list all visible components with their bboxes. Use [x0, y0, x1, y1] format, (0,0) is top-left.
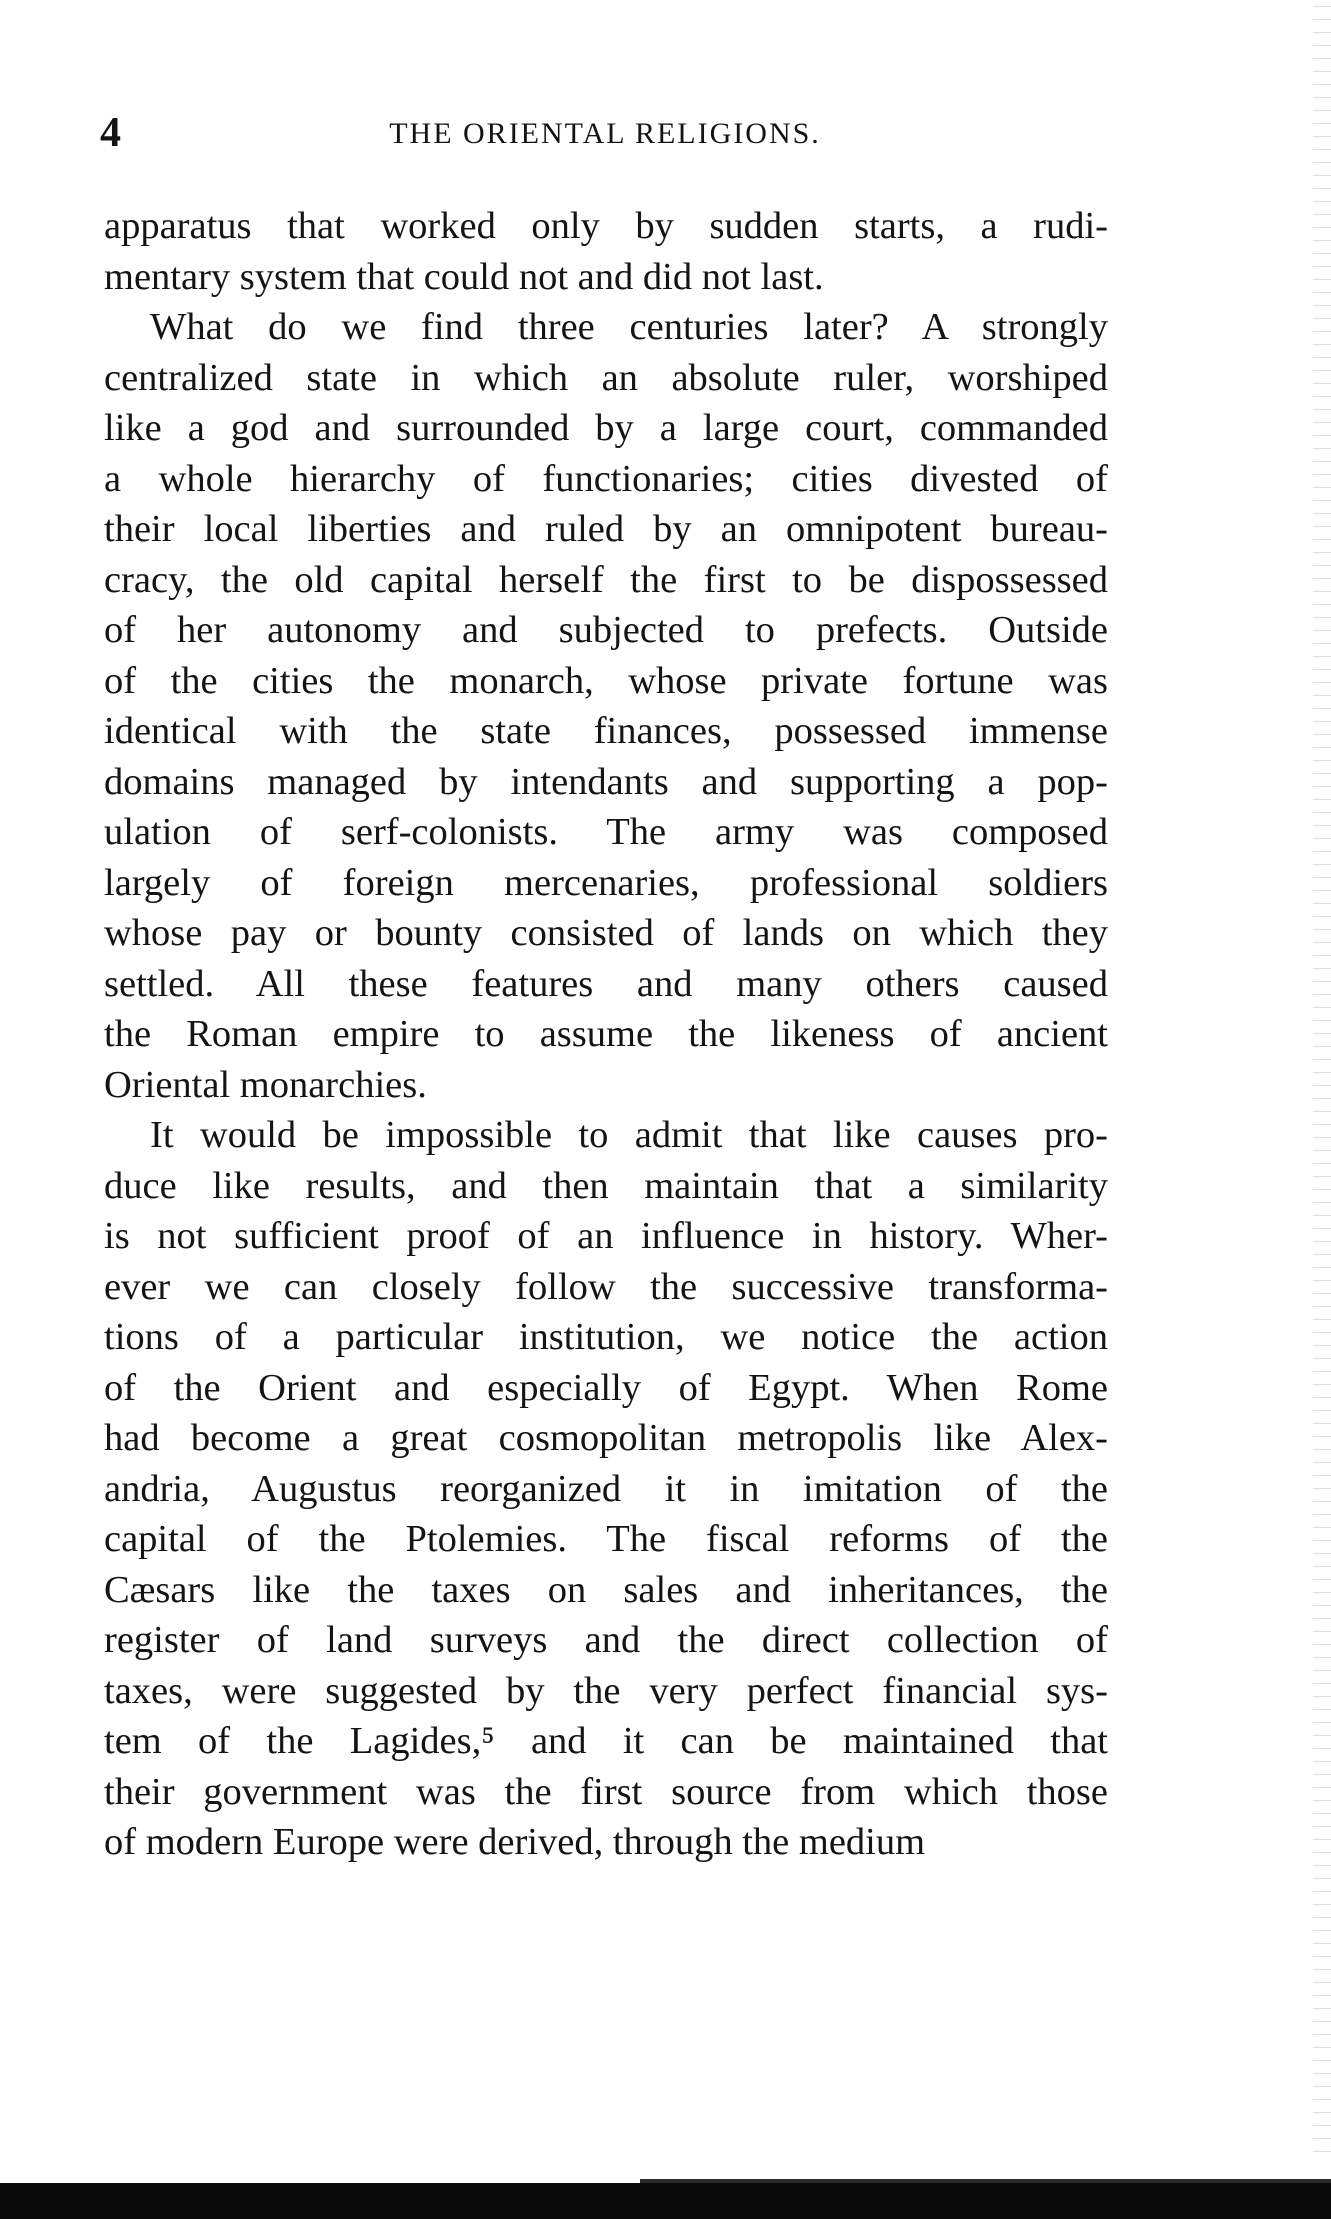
text-line: register of land surveys and the direct collection of — [104, 1619, 1108, 1661]
text-line: their local liberties and ruled by an omnipotent bureau- — [104, 508, 1108, 550]
text-line: apparatus that worked only by sudden starts, a rudi- — [104, 205, 1108, 247]
text-line: had become a great cosmopolitan metropolis like Alex- — [104, 1417, 1108, 1459]
text-line: largely of foreign mercenaries, professional soldiers — [104, 861, 1108, 904]
text-line: of the Orient and especially of Egypt. When Rome — [104, 1366, 1108, 1409]
text-line: What do we find three centuries later? A strongly — [150, 306, 1108, 348]
running-head: THE ORIENTAL RELIGIONS. — [389, 117, 821, 150]
page-edge-scan-artifact — [1313, 0, 1331, 2160]
text-line: mentary system that could not and did not last. — [104, 255, 824, 298]
page-number: 4 — [100, 110, 121, 156]
text-line: of the cities the monarch, whose private fortune was — [104, 659, 1108, 702]
text-line: It would be impossible to admit that like causes pro- — [150, 1114, 1108, 1156]
body-text — [104, 201, 1108, 1868]
paragraph — [104, 1110, 1108, 1868]
text-line: tem of the Lagides,⁵ and it can be maintained that — [104, 1720, 1108, 1762]
bottom-scan-border — [0, 2183, 1331, 2219]
text-line: is not sufficient proof of an influence in history. Wher- — [104, 1215, 1108, 1257]
text-line: taxes, were suggested by the very perfect financial sys- — [104, 1669, 1108, 1712]
text-line: ulation of serf-colonists. The army was composed — [104, 811, 1108, 853]
text-line: cracy, the old capital herself the first to be dispossessed — [104, 558, 1108, 601]
text-line: Oriental monarchies. — [104, 1063, 427, 1106]
paragraph — [104, 302, 1108, 1110]
text-line: ever we can closely follow the successive transforma- — [104, 1265, 1108, 1308]
text-line: Cæsars like the taxes on sales and inheritances, the — [104, 1568, 1108, 1611]
text-line: of modern Europe were derived, through the medium — [104, 1821, 926, 1863]
page-header — [100, 108, 1110, 158]
text-line: tions of a particular institution, we notice the action — [104, 1316, 1108, 1358]
text-line: andria, Augustus reorganized it in imitation of the — [104, 1467, 1108, 1510]
text-line: settled. All these features and many others caused — [104, 962, 1108, 1005]
paragraph — [104, 201, 1108, 302]
text-line: the Roman empire to assume the likeness of ancient — [104, 1013, 1108, 1055]
text-line: a whole hierarchy of functionaries; cities divested of — [104, 457, 1108, 500]
text-line: capital of the Ptolemies. The fiscal reforms of the — [104, 1518, 1108, 1560]
text-line: of her autonomy and subjected to prefects. Outside — [104, 609, 1108, 651]
text-line: duce like results, and then maintain that a similarity — [104, 1164, 1108, 1207]
text-line: centralized state in which an absolute ruler, worshiped — [104, 356, 1108, 399]
text-line: domains managed by intendants and supporting a pop- — [104, 760, 1108, 803]
text-line: whose pay or bounty consisted of lands on which they — [104, 912, 1108, 954]
text-line: their government was the first source from which those — [104, 1770, 1108, 1813]
text-line: like a god and surrounded by a large court, commanded — [104, 407, 1108, 449]
text-line: identical with the state finances, possessed immense — [104, 710, 1108, 752]
